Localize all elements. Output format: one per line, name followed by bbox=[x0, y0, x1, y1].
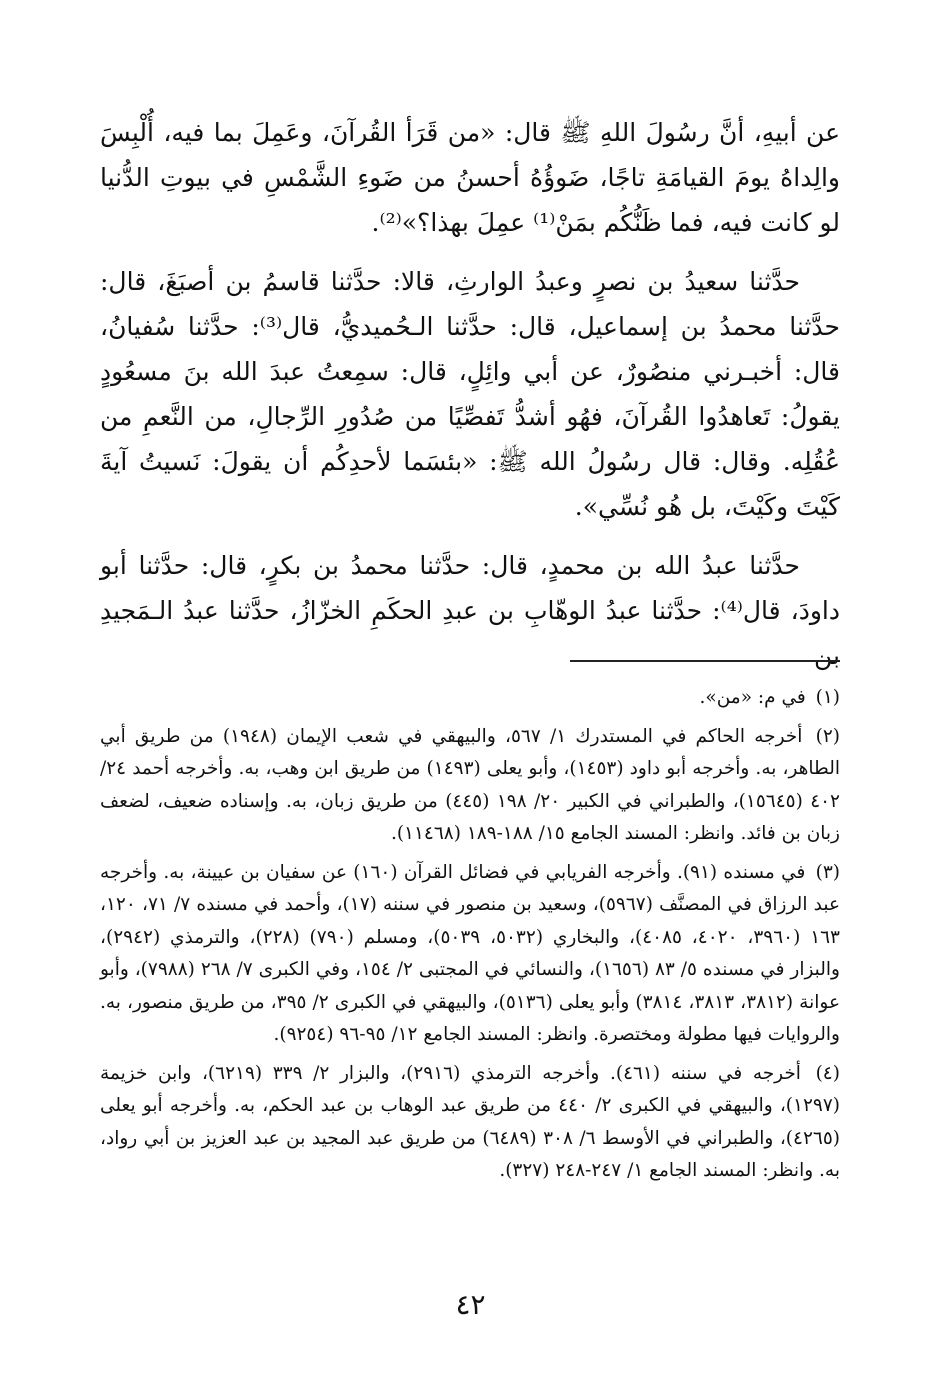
footnote-3 bbox=[100, 857, 840, 1052]
footnote-number: (٤) bbox=[815, 1062, 840, 1084]
paragraph-1: عن أبيهِ، أنَّ رسُولَ اللهِ ﷺ قال: «من قَرَأ القُرآنَ، وعَمِلَ بما فيه، أُلْبِسَ والِداهُ يومَ القيامَةِ تاجًا، ضَوؤُهُ أحسنُ من ضَوءِ الشَّمْسِ في بيوتِ الدُّنيا لو كانت فيه، فما ظَنُّكُم بمَنْ⁽¹⁾ عمِلَ بهذا؟»⁽²⁾. bbox=[100, 118, 840, 237]
page-number: ٤٢ bbox=[455, 1288, 486, 1321]
footnote-2 bbox=[100, 721, 840, 851]
paragraph-2: حدَّثنا سعيدُ بن نصرٍ وعبدُ الوارثِ، قالا: حدَّثنا قاسمُ بن أصبَغَ، قال: حدَّثنا محمدُ بن إسماعيل، قال: حدَّثنا الـحُميديُّ، قال⁽³⁾: حدَّثنا سُفيانُ، قال: أخبـرني منصُورٌ، عن أبي وائِلٍ، قال: سمِعتُ عبدَ الله بنَ مسعُودٍ يقولُ: تَعاهدُوا القُرآنَ، فهُو أشدُّ تَفصِّيًا من صُدُورِ الرِّجالِ، من النَّعمِ من عُقُلِه. وقال: قال رسُولُ الله ﷺ: «بئسَما لأحدِكُم أن يقولَ: نَسيتُ آيةَ كَيْتَ وكَيْتَ، بل هُو نُسِّي». bbox=[100, 267, 840, 521]
footnote-text: أخرجه الحاكم في المستدرك ١/ ٥٦٧، والبيهقي في شعب الإيمان (١٩٤٨) من طريق أبي الطاهر، به. وأخرجه أبو داود (١٤٥٣)، وأبو يعلى (١٤٩٣) من طريق ابن وهب، به. وأخرجه أحمد ٢٤/ ٤٠٢ (١٥٦٤٥)، والطبراني في الكبير ٢٠/ ١٩٨ (٤٤٥) من طريق زبان، به. وإسناده ضعيف، لضعف زبان بن فائد. وانظر: المسند الجامع ١٥/ ١٨٨-١٨٩ (١١٤٦٨). bbox=[100, 725, 840, 844]
footnote-separator bbox=[570, 660, 840, 662]
footnote-1 bbox=[100, 682, 840, 715]
footnote-4 bbox=[100, 1058, 840, 1188]
paragraph-3: حدَّثنا عبدُ الله بن محمدٍ، قال: حدَّثنا محمدُ بن بكرٍ، قال: حدَّثنا أبو داودَ، قال⁽⁴⁾: حدَّثنا عبدُ الوهّابِ بن عبدِ الحكَمِ الخزّازُ، حدَّثنا عبدُ الـمَجيدِ بن bbox=[100, 551, 840, 670]
footnote-number: (١) bbox=[815, 687, 840, 708]
footnote-text: في م: «من». bbox=[699, 687, 806, 708]
footnotes bbox=[100, 682, 840, 1194]
main-text bbox=[100, 110, 840, 692]
footnote-number: (٢) bbox=[815, 725, 840, 747]
footnote-number: (٣) bbox=[815, 861, 840, 883]
footnote-text: أخرجه في سننه (٤٦١). وأخرجه الترمذي (٢٩١٦)، والبزار ٢/ ٣٣٩ (٦٢١٩)، وابن خزيمة (١٢٩٧)، والبيهقي في الكبرى ٢/ ٤٤٠ من طريق عبد الوهاب بن عبد الحكم، به. وأخرجه أبو يعلى (٤٢٦٥)، والطبراني في الأوسط ٦/ ٣٠٨ (٦٤٨٩) من طريق عبد المجيد بن عبد العزيز بن أبي رواد، به. وانظر: المسند الجامع ١/ ٢٤٧-٢٤٨ (٣٢٧). bbox=[100, 1062, 840, 1181]
footnote-text: في مسنده (٩١). وأخرجه الفريابي في فضائل القرآن (١٦٠) عن سفيان بن عيينة، به. وأخرجه عبد الرزاق في المصنَّف (٥٩٦٧)، وسعيد بن منصور في سننه (١٧)، وأحمد في مسنده ٧/ ٧١، ١٢٠، ١٦٣ (٣٩٦٠، ٤٠٢٠، ٤٠٨٥)، والبخاري (٥٠٣٢، ٥٠٣٩)، ومسلم (٧٩٠) (٢٢٨)، والترمذي (٢٩٤٢)، والبزار في مسنده ٥/ ٨٣ (١٦٥٦)، والنسائي في المجتبى ٢/ ١٥٤، وفي الكبرى ٧/ ٢٦٨ (٧٩٨٨)، وأبو عوانة (٣٨١٢، ٣٨١٣، ٣٨١٤) وأبو يعلى (٥١٣٦)، والبيهقي في الكبرى ٢/ ٣٩٥، من طريق منصور، به. والروايات فيها مطولة ومختصرة. وانظر: المسند الجامع ١٢/ ٩٥-٩٦ (٩٢٥٤). bbox=[100, 861, 840, 1045]
